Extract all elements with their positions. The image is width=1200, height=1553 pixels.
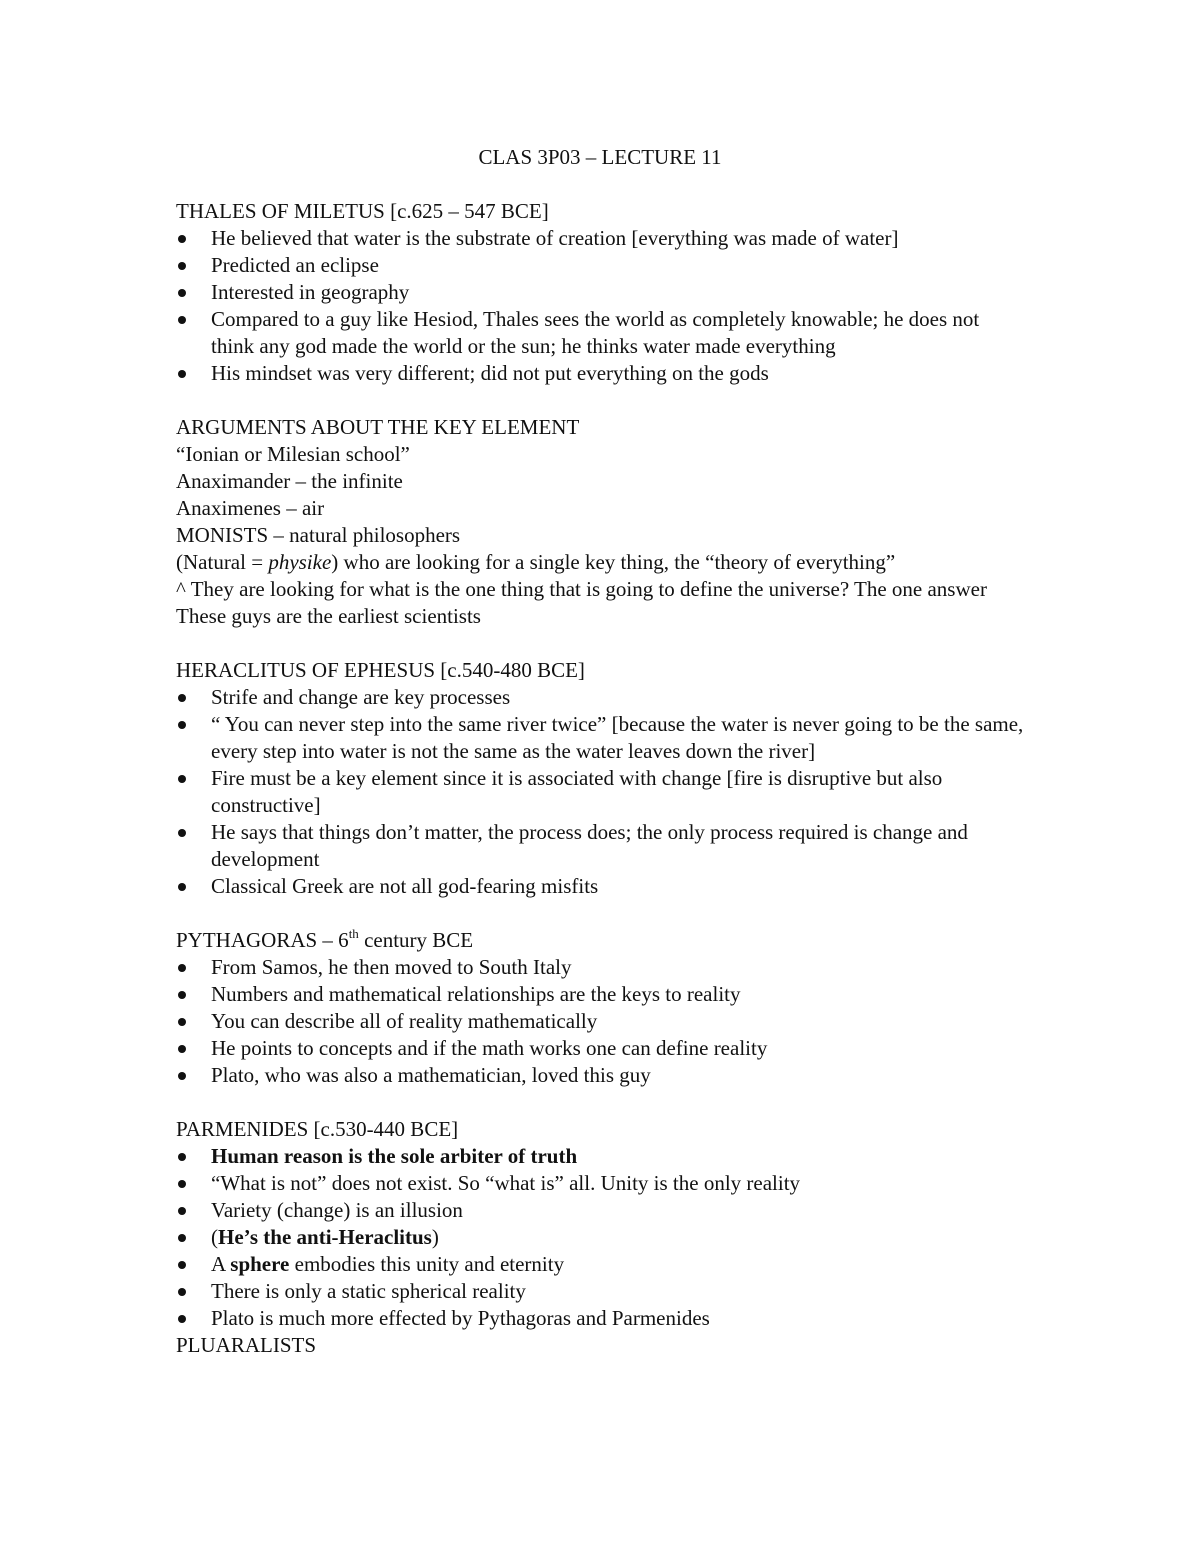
list-item: Interested in geography: [176, 279, 1036, 306]
list-item: He points to concepts and if the math works one can define reality: [176, 1035, 1036, 1062]
section-heading-pythagoras: PYTHAGORAS – 6th century BCE: [176, 926, 474, 952]
list-item: (He’s the anti-Heraclitus): [176, 1224, 1036, 1251]
section-heading-parmenides: PARMENIDES [c.530-440 BCE]: [176, 1117, 459, 1141]
text-line: Anaximander – the infinite: [176, 469, 403, 493]
list-item: Predicted an eclipse: [176, 252, 1036, 279]
list-item: There is only a static spherical reality: [176, 1278, 1036, 1305]
list-item: Classical Greek are not all god-fearing misfits: [176, 873, 1036, 900]
text-line: Anaximenes – air: [176, 496, 325, 520]
heraclitus-list: [176, 684, 1036, 900]
list-item: From Samos, he then moved to South Italy: [176, 954, 1036, 981]
list-item: Human reason is the sole arbiter of truth: [176, 1143, 1036, 1170]
document-body: [176, 144, 1036, 1359]
list-item: He believed that water is the substrate of creation [everything was made of water]: [176, 225, 1036, 252]
list-item: Variety (change) is an illusion: [176, 1197, 1036, 1224]
text-line: “Ionian or Milesian school”: [176, 442, 410, 466]
italic-term: physike: [268, 550, 332, 574]
section-heading-heraclitus: HERACLITUS OF EPHESUS [c.540-480 BCE]: [176, 658, 585, 682]
parmenides-list: [176, 1143, 1036, 1332]
text-line: These guys are the earliest scientists: [176, 604, 481, 628]
text-paragraph: ^ They are looking for what is the one thing that is going to define the universe? The one answer: [176, 577, 987, 601]
list-item: Fire must be a key element since it is associated with change [fire is disruptive but also constructive]: [176, 765, 1001, 819]
list-item: “What is not” does not exist. So “what is” all. Unity is the only reality: [176, 1170, 1036, 1197]
pythagoras-list: [176, 954, 1036, 1089]
thales-list: [176, 225, 1036, 387]
list-item: “ You can never step into the same river twice” [because the water is never going to be the same, every step into water is not the same as the water leaves down the river]: [176, 711, 1031, 765]
list-item: His mindset was very different; did not put everything on the gods: [176, 360, 1036, 387]
list-item: Plato, who was also a mathematician, loved this guy: [176, 1062, 1036, 1089]
section-heading-pluralists: PLUARALISTS: [176, 1333, 317, 1357]
text-line-natural: (Natural = physike) who are looking for a single key thing, the “theory of everything”: [176, 550, 896, 574]
section-heading-thales: THALES OF MILETUS [c.625 – 547 BCE]: [176, 199, 549, 223]
list-item: A sphere embodies this unity and eternity: [176, 1251, 1036, 1278]
list-item: Strife and change are key processes: [176, 684, 1036, 711]
page-title: CLAS 3P03 – LECTURE 11: [478, 145, 722, 169]
text-line: MONISTS – natural philosophers: [176, 523, 461, 547]
list-item: Plato is much more effected by Pythagoras and Parmenides: [176, 1305, 1036, 1332]
list-item: He says that things don’t matter, the process does; the only process required is change and development: [176, 819, 1031, 873]
section-heading-arguments: ARGUMENTS ABOUT THE KEY ELEMENT: [176, 415, 580, 439]
list-item: Compared to a guy like Hesiod, Thales sees the world as completely knowable; he does not think any god made the world or the sun; he thinks water made everything: [176, 306, 1001, 360]
list-item: You can describe all of reality mathematically: [176, 1008, 1036, 1035]
list-item: Numbers and mathematical relationships are the keys to reality: [176, 981, 1036, 1008]
